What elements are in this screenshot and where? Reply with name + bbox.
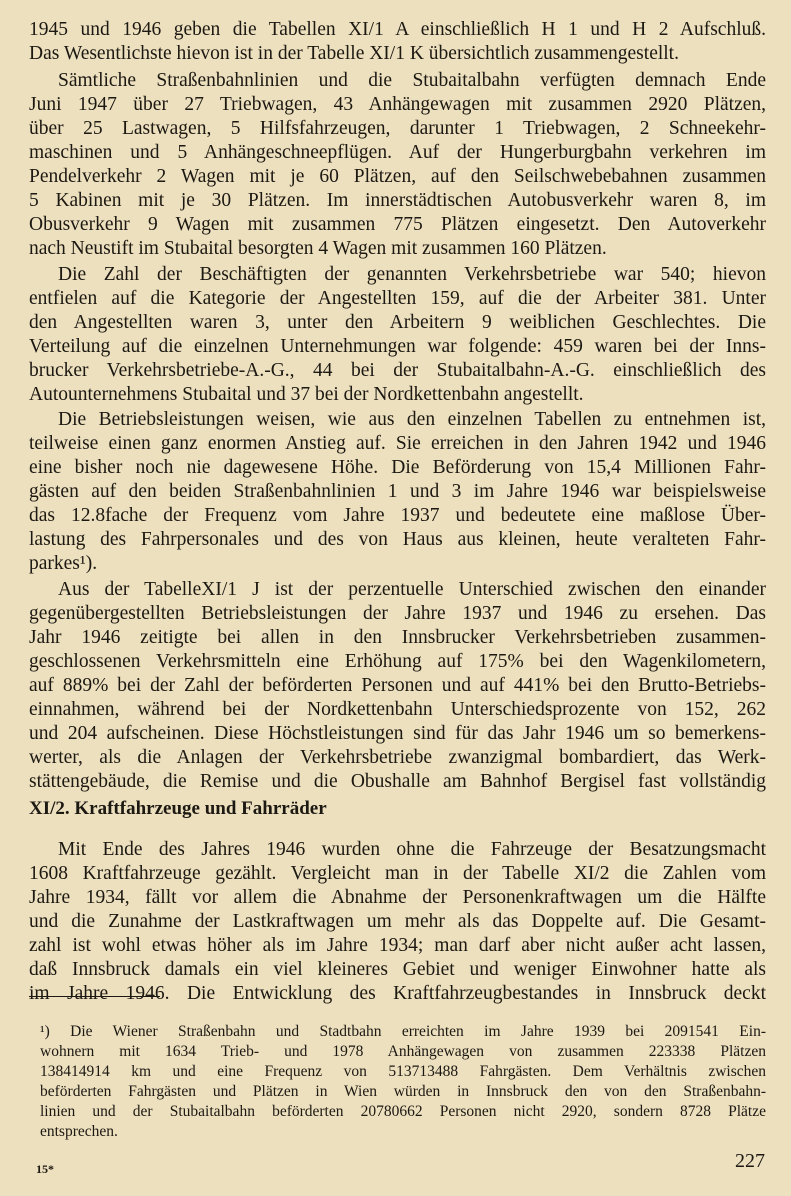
body-line: eine bisher noch nie dagewesene Höhe. Die Beförderung von 15,4 Millionen Fahr- xyxy=(29,457,766,478)
body-line: Sämtliche Straßenbahnlinien und die Stubaitalbahn verfügten demnach Ende xyxy=(58,70,766,91)
section-line: im Jahre 1946. Die Entwicklung des Kraftfahrzeugbestandes in Innsbruck deckt xyxy=(29,983,766,1004)
body-line: geschlossenen Verkehrsmitteln eine Erhöhung auf 175% bei den Wagenkilometern, xyxy=(29,651,766,672)
body-line: den Angestellten waren 3, unter den Arbeitern 9 weiblichen Geschlechtes. Die xyxy=(29,312,766,333)
body-line: das 12.8fache der Frequenz vom Jahre 1937 und bedeutete eine maßlose Über- xyxy=(29,505,766,526)
section-line: Jahre 1934, fällt vor allem die Abnahme der Personenkraftwagen um die Hälfte xyxy=(29,887,766,908)
body-line: Autounternehmens Stubaital und 37 bei der Nordkettenbahn angestellt. xyxy=(29,384,584,405)
body-line: Obusverkehr 9 Wagen mit zusammen 775 Plätzen eingesetzt. Den Autoverkehr xyxy=(29,214,766,235)
body-line: entfielen auf die Kategorie der Angestellten 159, auf die der Arbeiter 381. Unter xyxy=(29,288,766,309)
body-line: Die Betriebsleistungen weisen, wie aus den einzelnen Tabellen zu entnehmen ist, xyxy=(58,409,766,430)
body-line: Die Zahl der Beschäftigten der genannten Verkehrsbetriebe war 540; hievon xyxy=(58,264,766,285)
section-line: und die Zunahme der Lastkraftwagen um mehr als das Doppelte auf. Die Gesamt- xyxy=(29,911,766,932)
body-line: 1945 und 1946 geben die Tabellen XI/1 A einschließlich H 1 und H 2 Aufschluß. xyxy=(29,19,766,40)
body-line: parkes¹). xyxy=(29,553,98,574)
body-line: und 204 aufscheinen. Diese Höchstleistungen sind für das Jahr 1946 um so bemerkens- xyxy=(29,723,766,744)
body-line: einnahmen, während bei der Nordkettenbahn Unterschiedsprozente von 152, 262 xyxy=(29,699,766,720)
body-line: maschinen und 5 Anhängeschneepflügen. Auf der Hungerburgbahn verkehren im xyxy=(29,142,766,163)
body-line: über 25 Lastwagen, 5 Hilfsfahrzeugen, darunter 1 Triebwagen, 2 Schneekehr- xyxy=(29,118,766,139)
footnote-rule xyxy=(29,996,160,997)
body-line: Das Wesentlichste hievon ist in der Tabelle XI/1 K übersichtlich zusammengestellt. xyxy=(29,43,679,64)
footnote-line: 138414914 km und eine Frequenz von 513713488 Fahrgästen. Dem Verhältnis zwischen xyxy=(40,1063,766,1080)
footnote-line: entsprechen. xyxy=(40,1123,118,1140)
body-line: Aus der TabelleXI/1 J ist der perzentuelle Unterschied zwischen den einander xyxy=(58,579,766,600)
body-line: gästen auf den beiden Straßenbahnlinien 1 und 3 im Jahre 1946 war beispielsweise xyxy=(29,481,766,502)
body-line: Verteilung auf die einzelnen Unternehmungen war folgende: 459 waren bei der Inns- xyxy=(29,336,766,357)
body-line: werter, als die Anlagen der Verkehrsbetriebe zwanzigmal bombardiert, das Werk- xyxy=(29,747,766,768)
signature-mark: 15* xyxy=(36,1162,54,1176)
section-line: Mit Ende des Jahres 1946 wurden ohne die Fahrzeuge der Besatzungsmacht xyxy=(58,839,766,860)
body-line: auf 889% bei der Zahl der beförderten Personen und auf 441% bei den Brutto-Betriebs- xyxy=(29,675,766,696)
body-line: Pendelverkehr 2 Wagen mit je 60 Plätzen, auf den Seilschwebebahnen zusammen xyxy=(29,166,766,187)
body-line: nach Neustift im Stubaital besorgten 4 Wagen mit zusammen 160 Plätzen. xyxy=(29,238,607,259)
footnote-line: linien und der Stubaitalbahn beförderten 20780662 Personen nicht 2920, sondern 8728 Plätze xyxy=(40,1103,766,1120)
footnote-line: wohnern mit 1634 Trieb- und 1978 Anhängewagen von zusammen 223338 Plätzen xyxy=(40,1043,766,1060)
body-line: 5 Kabinen mit je 30 Plätzen. Im innerstädtischen Autobusverkehr waren 8, im xyxy=(29,190,766,211)
body-line: brucker Verkehrsbetriebe-A.-G., 44 bei der Stubaitalbahn-A.-G. einschließlich des xyxy=(29,360,766,381)
body-line: Jahr 1946 zeitigte bei allen in den Innsbrucker Verkehrsbetrieben zusammen- xyxy=(29,627,766,648)
section-line: 1608 Kraftfahrzeuge gezählt. Vergleicht man in der Tabelle XI/2 die Zahlen vom xyxy=(29,863,766,884)
footnote-line: ¹) Die Wiener Straßenbahn und Stadtbahn erreichten im Jahre 1939 bei 2091541 Ein- xyxy=(40,1023,766,1040)
section-line: daß Innsbruck damals ein viel kleineres Gebiet und weniger Einwohner hatte als xyxy=(29,959,766,980)
body-line: teilweise einen ganz enormen Anstieg auf. Sie erreichen in den Jahren 1942 und 1946 xyxy=(29,433,766,454)
page-number: 227 xyxy=(735,1150,765,1172)
body-line: gegenübergestellten Betriebsleistungen der Jahre 1937 und 1946 zu ersehen. Das xyxy=(29,603,766,624)
footnote-line: beförderten Fahrgästen und Plätzen in Wien würden in Innsbruck den von den Straßenbahn- xyxy=(40,1083,766,1100)
body-line: stättengebäude, die Remise und die Obushalle am Bahnhof Bergisel fast vollständig xyxy=(29,771,766,792)
section-line: zahl ist wohl etwas höher als im Jahre 1934; man darf aber nicht außer acht lassen, xyxy=(29,935,766,956)
body-line: Juni 1947 über 27 Triebwagen, 43 Anhängewagen mit zusammen 2920 Plätzen, xyxy=(29,94,766,115)
section-heading: XI/2. Kraftfahrzeuge und Fahrräder xyxy=(29,798,327,819)
body-line: lastung des Fahrpersonales und des von Haus aus kleinen, heute veralteten Fahr- xyxy=(29,529,766,550)
